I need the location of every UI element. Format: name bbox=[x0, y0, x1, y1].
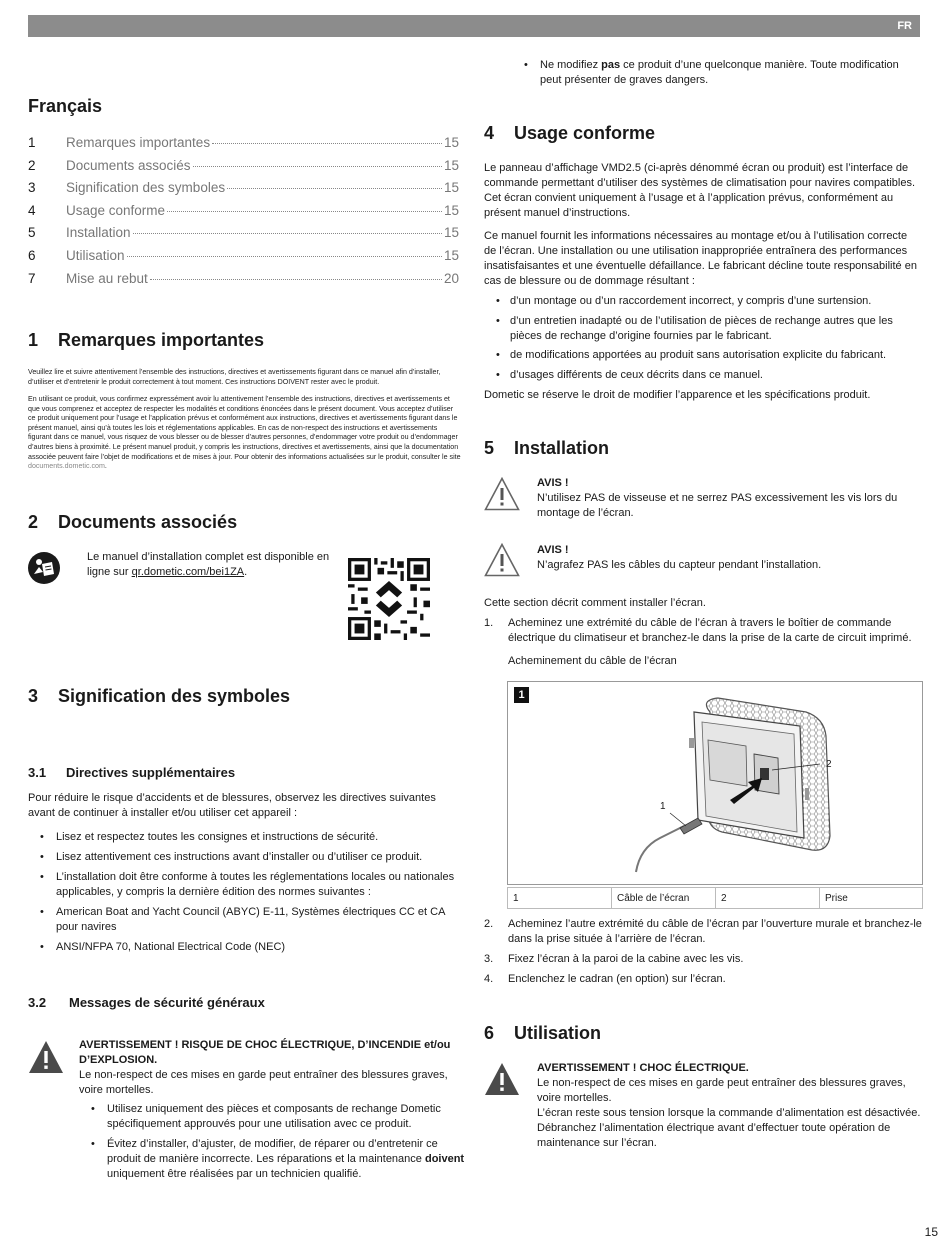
toc-row[interactable] bbox=[28, 224, 459, 247]
language-code: FR bbox=[897, 20, 912, 32]
toc-page: 15 bbox=[443, 225, 459, 241]
section-heading: 4 Usage conforme bbox=[484, 123, 656, 143]
section-heading: 6 Utilisation bbox=[484, 1023, 602, 1043]
toc-page: 15 bbox=[443, 202, 459, 218]
legend-cell: 2 bbox=[716, 888, 820, 908]
toc-row[interactable] bbox=[28, 134, 459, 157]
documents-text: Le manuel d’installation complet est disponible en ligne sur qr.dometic.com/bei1ZA. bbox=[87, 551, 330, 578]
toc-num: 1 bbox=[28, 135, 36, 150]
warning-icon bbox=[28, 1040, 64, 1074]
notice-icon bbox=[484, 543, 520, 577]
guidelines-list bbox=[28, 830, 464, 955]
figure-tag: 1 bbox=[514, 687, 529, 703]
table-of-contents bbox=[28, 134, 459, 292]
notice-text: N’utilisez PAS de visseuse et ne serrez PAS excessivement les vis lors du montage de l’écran. bbox=[537, 491, 898, 519]
figure-legend bbox=[507, 887, 923, 909]
list-item: • d’un montage ou d’un raccordement incorrect, y compris d’une surtension. bbox=[484, 294, 922, 309]
toc-leader bbox=[167, 211, 442, 212]
toc-row[interactable] bbox=[28, 270, 459, 293]
toc-page: 15 bbox=[443, 247, 459, 263]
toc-title: Mise au rebut bbox=[66, 270, 148, 286]
section-heading: 3 Signification des symboles bbox=[28, 686, 291, 706]
section-3-1-body bbox=[28, 791, 464, 960]
toc-title: Utilisation bbox=[66, 247, 125, 263]
list-item: 2. Acheminez l’autre extrémité du câble de l’écran par l’ouverture murale et branchez-le dans la prise située à l’arrière de l’écran. bbox=[484, 918, 922, 945]
notice-1 bbox=[537, 476, 922, 521]
paragraph: Veuillez lire et suivre attentivement l’ensemble des instructions, directives et avertissements figurant dans ce manuel afin d’installer, d’utiliser et d’entretenir le produit correctement à tout moment. Ces instructions DOIVENT rester avec le produit. bbox=[28, 368, 441, 386]
section-heading: 1 Remarques importantes bbox=[28, 330, 265, 350]
steps-list bbox=[484, 616, 922, 646]
toc-title: Usage conforme bbox=[66, 202, 166, 218]
page-number: 15 bbox=[924, 1225, 938, 1239]
toc-leader bbox=[150, 279, 442, 280]
toc-row[interactable] bbox=[28, 157, 459, 180]
paragraph: Le panneau d’affichage VMD2.5 (ci-après dénommé écran ou produit) est l’interface de commande permettant d’utiliser des systèmes de climatisation pour navires compatibles. Cet écran convient uniquement à l’usage et à l’application prévus, conformément au présent manuel d’instructions. bbox=[484, 162, 916, 219]
legend-cell: Câble de l’écran bbox=[612, 888, 716, 908]
warning-icon bbox=[484, 1062, 520, 1096]
toc-row[interactable] bbox=[28, 247, 459, 270]
page-title: Français bbox=[28, 96, 103, 116]
header-banner bbox=[28, 15, 920, 37]
list-item: • d’un entretien inadapté ou de l’utilisation de pièces de rechange autres que les pièces de rechange d’origine fournies par le fabricant. bbox=[484, 314, 922, 344]
installation-steps bbox=[484, 596, 922, 669]
notice-title: AVIS ! bbox=[537, 477, 569, 489]
toc-row[interactable] bbox=[28, 202, 459, 225]
toc-title: Installation bbox=[66, 225, 131, 241]
warning-title: AVERTISSEMENT ! CHOC ÉLECTRIQUE. bbox=[537, 1062, 749, 1074]
section-heading: 5 Installation bbox=[484, 438, 610, 458]
toc-num: 6 bbox=[28, 247, 36, 263]
warning-title: AVERTISSEMENT ! RISQUE DE CHOC ÉLECTRIQUE, D’INCENDIE et/ou D’EXPLOSION. bbox=[79, 1039, 451, 1066]
toc-leader bbox=[133, 233, 442, 234]
paragraph: Cette section décrit comment installer l’écran. bbox=[484, 597, 706, 609]
section-4-body bbox=[484, 161, 922, 403]
list-item: 1. Acheminez une extrémité du câble de l’écran à travers le boîtier de commande électrique du climatiseur et branchez-le dans la prise de la carte de circuit imprimé. bbox=[484, 616, 912, 644]
toc-leader bbox=[212, 143, 442, 144]
toc-leader bbox=[127, 256, 442, 257]
list-item: • d’usages différents de ceux décrits dans ce manuel. bbox=[484, 368, 922, 383]
list-item: • Lisez attentivement ces instructions avant d’installer ou d’utiliser ce produit. bbox=[28, 850, 464, 865]
figure-caption: Acheminement du câble de l’écran bbox=[508, 654, 677, 667]
subsection-heading: 3.2 Messages de sécurité généraux bbox=[28, 995, 265, 1010]
list-item: • ANSI/NFPA 70, National Electrical Code (NEC) bbox=[28, 940, 464, 955]
legend-cell: 1 bbox=[508, 888, 612, 908]
notice-title: AVIS ! bbox=[537, 544, 569, 556]
toc-title: Documents associés bbox=[66, 157, 191, 173]
figure-display-cable bbox=[507, 681, 923, 885]
warning-text: L’écran reste sous tension lorsque la commande d’alimentation est désactivée. Débranchez l’alimentation électrique avant d’effectuer toute opération de maintenance sur l’écran. bbox=[537, 1106, 921, 1149]
paragraph: Dometic se réserve le droit de modifier l’apparence et les spécifications produit. bbox=[484, 389, 871, 402]
toc-title: Signification des symboles bbox=[66, 180, 226, 196]
list-item: • L’installation doit être conforme à toutes les réglementations locales ou nationales applicables, y compris la dernière édition des normes suivantes : bbox=[28, 870, 464, 900]
toc-num: 7 bbox=[28, 270, 36, 286]
qr-link[interactable]: qr.dometic.com/bei1ZA bbox=[131, 565, 245, 578]
callout-1: 1 bbox=[660, 801, 666, 812]
callout-2: 2 bbox=[826, 759, 832, 770]
list-item: • Lisez et respectez toutes les consignes et instructions de sécurité. bbox=[28, 830, 464, 845]
cable-routing-illustration bbox=[508, 682, 922, 884]
paragraph: Ce manuel fournit les informations nécessaires au montage et/ou à l’utilisation correcte de l’écran. Une installation ou une utilisation inappropriée entraînera des performances insatisfaisantes et une éventuelle défaillance. Le fabricant décline toute responsabilité en cas de blessure ou de dommage résultant : bbox=[484, 229, 917, 287]
toc-page: 15 bbox=[443, 180, 459, 196]
toc-page: 15 bbox=[443, 157, 459, 173]
list-item: • Évitez d’installer, d’ajuster, de modifier, de réparer ou d’entretenir ce produit de manière incorrecte. Les réparations et la maintenance doivent uniquement être réalisées par un technicien qualifié. bbox=[79, 1137, 467, 1182]
warning-list bbox=[79, 1102, 467, 1182]
manual-reader-icon bbox=[28, 552, 60, 584]
toc-num: 2 bbox=[28, 157, 36, 173]
subsection-heading: 3.1 Directives supplémentaires bbox=[28, 765, 236, 780]
toc-leader bbox=[227, 188, 442, 189]
list-item: 4. Enclenchez le cadran (en option) sur l’écran. bbox=[484, 972, 726, 985]
notice-icon bbox=[484, 477, 520, 511]
list-item: • American Boat and Yacht Council (ABYC) E-11, Systèmes électriques CC et CA pour navires bbox=[28, 905, 464, 935]
safety-warning bbox=[79, 1038, 467, 1187]
toc-num: 3 bbox=[28, 180, 36, 196]
list-item: • de modifications apportées au produit sans autorisation explicite du fabricant. bbox=[484, 348, 922, 363]
toc-page: 15 bbox=[443, 135, 459, 150]
section-heading: 2 Documents associés bbox=[28, 512, 238, 532]
paragraph: En utilisant ce produit, vous confirmez expressément avoir lu attentivement l’ensemble des instructions, directives et avertissements et que vous comprenez et acceptez de respecter les modalités et conditions énoncées dans le présent document. Vous acceptez d’utiliser ce produit uniquement pour l’usage et l’application prévus et conformément aux instructions, directives et avertissements figurant dans le présent manuel, ainsi qu’à toutes les lois et réglementations applicables. En cas de non-respect des instructions et avertissements figurant dans ce manuel, vous risquez de vous blesser ou de blesser d’autres personnes, d’endommager votre produit ou d’endommager d’autres biens à proximité. Le présent manuel produit, y compris les instructions, directives et avertissements, ainsi que la documentation associée peuvent faire l’objet de modifications et de mises à jour. Pour obtenir des informations actualisées sur le produit, consulter le site documents.dometic.com. bbox=[28, 395, 461, 471]
toc-title: Remarques importantes bbox=[66, 135, 211, 150]
list-item: 3. Fixez l’écran à la paroi de la cabine avec les vis. bbox=[484, 952, 744, 965]
list-item: • Ne modifiez pas ce produit d’une quelconque manière. Toute modification peut présenter de graves dangers. bbox=[512, 58, 920, 88]
right-top-list bbox=[540, 58, 920, 93]
notice-2 bbox=[537, 543, 922, 573]
notice-text: N’agrafez PAS les câbles du capteur pendant l’installation. bbox=[537, 558, 822, 571]
toc-page: 20 bbox=[443, 270, 459, 286]
list-item: • Utilisez uniquement des pièces et composants de rechange Dometic spécifiquement approuvés pour une utilisation avec ce produit. bbox=[79, 1102, 467, 1132]
toc-num: 5 bbox=[28, 225, 36, 241]
section-1-body bbox=[28, 368, 462, 472]
warning-text: Le non-respect de ces mises en garde peut entraîner des blessures graves, voire mortelles. bbox=[537, 1076, 906, 1104]
legend-cell: Prise bbox=[825, 893, 848, 904]
documents-link[interactable]: documents.dometic.com bbox=[28, 462, 105, 471]
warning-text: Le non-respect de ces mises en garde peut entraîner des blessures graves, voire mortelles. bbox=[79, 1068, 448, 1096]
steps-list-continued bbox=[484, 917, 922, 992]
toc-leader bbox=[193, 166, 442, 167]
toc-row[interactable] bbox=[28, 179, 459, 202]
paragraph: Pour réduire le risque d’accidents et de blessures, observez les directives suivantes avant de continuer à installer et/ou utiliser cet appareil : bbox=[28, 792, 436, 819]
qr-code-icon bbox=[348, 558, 430, 640]
operation-warning bbox=[537, 1061, 922, 1151]
liability-list bbox=[484, 294, 922, 384]
toc-num: 4 bbox=[28, 202, 36, 218]
